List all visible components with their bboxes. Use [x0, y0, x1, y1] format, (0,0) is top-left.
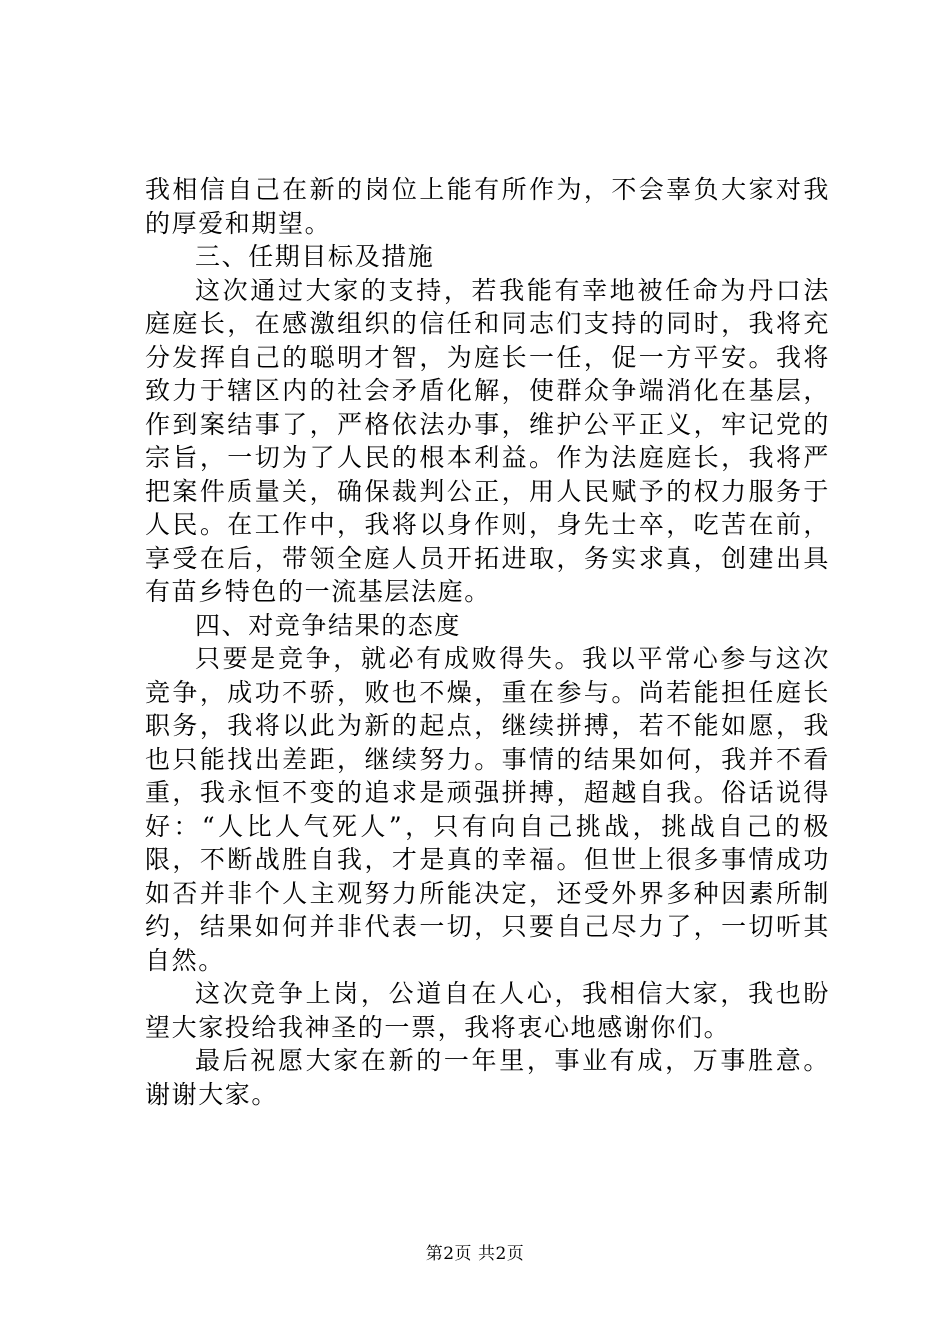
paragraph-appeal: 这次竞争上岗，公道自在人心，我相信大家，我也盼望大家投给我神圣的一票，我将衷心地感谢你们。 [145, 979, 830, 1042]
paragraph-closing: 最后祝愿大家在新的一年里，事业有成，万事胜意。谢谢大家。 [145, 1046, 830, 1109]
paragraph-goals: 这次通过大家的支持，若我能有幸地被任命为丹口法庭庭长，在感激组织的信任和同志们支持的同时，我将充分发挥自己的聪明才智，为庭长一任，促一方平安。我将致力于辖区内的社会矛盾化解，使群众争端消化在基层，作到案结事了，严格依法办事，维护公平正义，牢记党的宗旨，一切为了人民的根本利益。作为法庭庭长，我将严把案件质量关，确保裁判公正，用人民赋予的权力服务于人民。在工作中，我将以身作则，身先士卒，吃苦在前，享受在后，带领全庭人员开拓进取，务实求真，创建出具有苗乡特色的一流基层法庭。 [145, 275, 830, 606]
document-body [145, 173, 830, 1111]
page-footer: 第2页 共2页 [425, 1244, 525, 1264]
section-heading-attitude: 四、对竞争结果的态度 [195, 610, 462, 640]
paragraph-attitude: 只要是竞争，就必有成败得失。我以平常心参与这次竞争，成功不骄，败也不燥，重在参与。尚若能担任庭长职务，我将以此为新的起点，继续拼搏，若不能如愿，我也只能找出差距，继续努力。事情的结果如何，我并不看重，我永恒不变的追求是顽强拼搏，超越自我。俗话说得好：“人比人气死人”，只有向自己挑战，挑战自己的极限，不断战胜自我，才是真的幸福。但世上很多事情成功如否并非个人主观努力所能决定，还受外界多种因素所制约，结果如何并非代表一切，只要自己尽力了，一切听其自然。 [145, 644, 830, 975]
paragraph-continuation: 我相信自己在新的岗位上能有所作为，不会辜负大家对我的厚爱和期望。 [145, 175, 830, 238]
section-heading-goals: 三、任期目标及措施 [195, 242, 435, 271]
